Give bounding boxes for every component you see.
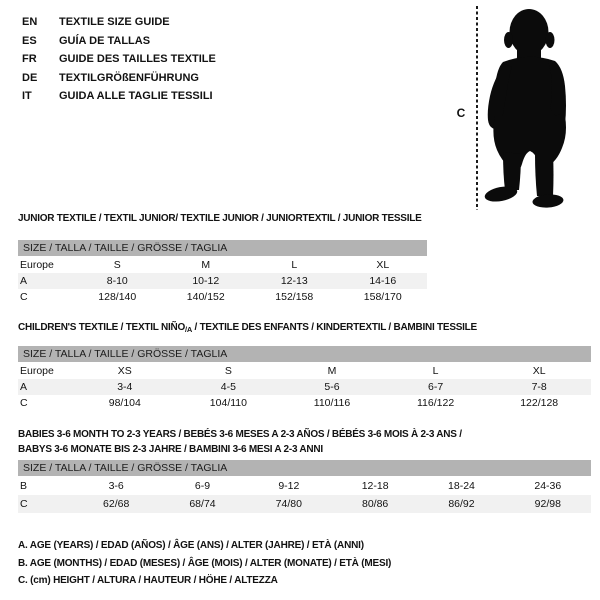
title-line-1: BABIES 3-6 MONTH TO 2-3 YEARS / BEBÉS 3-6 MESES A 2-3 AÑOS / BÉBÉS 3-6 MOIS À 2-3 ANS / [18,429,462,440]
value-cell: 9-12 [278,480,300,492]
value-cell: 4-5 [220,381,236,393]
footnote-legend [18,537,391,590]
row-label: Europe [20,365,54,377]
table-row [18,273,427,289]
size-cell: XL [532,365,546,377]
size-header-band: SIZE / TALLA / TAILLE / GRÖSSE / TAGLIA [18,460,591,476]
title-text: CHILDREN'S TEXTILE / TEXTIL NIÑO [18,322,185,333]
footnote-b: B. AGE (MONTHS) / EDAD (MESES) / ÂGE (MOIS) / ALTER (MONATE) / ETÀ (MESI) [18,557,392,569]
value-cell: 140/152 [186,291,225,303]
size-cell: XL [376,259,390,271]
language-row-en [22,13,216,32]
height-measure-dashed-line [476,6,478,210]
size-cell: S [224,365,232,377]
table-row [18,495,591,513]
value-cell: 68/74 [189,498,216,510]
toddler-silhouette-icon [479,4,581,214]
language-row-de [22,69,216,88]
language-code: ES [22,34,37,47]
babies-section-title [18,427,462,457]
language-code: FR [22,53,37,65]
language-code: IT [22,90,32,102]
children-section-title [18,322,477,334]
value-cell: 6-7 [427,381,444,393]
value-cell: 12-13 [280,275,308,287]
size-cell: L [432,365,439,377]
table-row [18,379,591,395]
table-row [18,477,591,495]
title-subscript: /A [184,325,192,334]
value-cell: 80/86 [362,498,389,510]
value-cell: 3-4 [117,381,133,393]
language-code: EN [22,16,38,28]
language-title: GUIDA ALLE TAGLIE TESSILI [59,90,213,102]
language-row-es [22,32,216,51]
language-code: DE [22,71,38,84]
value-cell: 74/80 [275,498,302,510]
value-cell: 14-16 [369,275,397,287]
size-cell: XS [117,365,132,377]
value-cell: 62/68 [103,498,130,510]
language-row-it [22,87,216,106]
footnote-a: A. AGE (YEARS) / EDAD (AÑOS) / ÂGE (ANS) / ALTER (JAHRE) / ETÀ (ANNI) [18,540,364,551]
size-header-band: SIZE / TALLA / TAILLE / GRÖSSE / TAGLIA [18,346,591,362]
footnote-c: C. (cm) HEIGHT / ALTURA / HAUTEUR / HÖHE / ALTEZZA [18,575,278,586]
row-label: Europe [20,259,54,271]
value-cell: 98/104 [108,397,141,409]
value-cell: 158/170 [363,291,402,303]
row-label: C [20,498,28,510]
babies-size-table [18,460,591,513]
size-cell: M [327,365,337,377]
value-cell: 128/140 [98,291,137,303]
title-text: / TEXTILE DES ENFANTS / KINDERTEXTIL / BAMBINI TESSILE [191,322,477,333]
row-label: B [20,480,28,492]
value-cell: 104/110 [209,397,247,409]
junior-size-table [18,240,427,305]
value-cell: 24-36 [534,480,562,492]
value-cell: 10-12 [192,275,220,287]
row-label: A [20,381,28,393]
value-cell: 8-10 [106,275,128,287]
row-label: C [20,291,28,303]
size-header-band: SIZE / TALLA / TAILLE / GRÖSSE / TAGLIA [18,240,427,256]
value-cell: 110/116 [313,397,351,409]
language-title: GUÍA DE TALLAS [59,34,151,47]
table-row [18,363,591,379]
value-cell: 12-18 [361,480,389,492]
language-title-list [22,13,216,106]
value-cell: 116/122 [416,397,455,409]
table-row [18,289,427,305]
row-label: A [20,275,28,287]
title-line-2: BABYS 3-6 MONATE BIS 2-3 JAHRE / BAMBINI 3-6 MESI A 2-3 ANNI [18,444,323,455]
language-title: TEXTILE SIZE GUIDE [59,16,170,28]
value-cell: 92/98 [534,498,561,510]
language-row-fr [22,50,216,69]
size-cell: L [291,259,298,271]
value-cell: 6-9 [194,480,211,492]
children-size-table [18,346,591,411]
value-cell: 7-8 [531,381,547,393]
value-cell: 152/158 [275,291,314,303]
value-cell: 86/92 [448,498,475,510]
row-label: C [20,397,28,409]
language-title: GUIDE DES TAILLES TEXTILE [59,53,216,65]
value-cell: 5-6 [324,381,340,393]
height-measure-label: C [456,106,466,120]
table-row [18,395,591,411]
size-cell: S [113,259,121,271]
value-cell: 3-6 [108,480,124,492]
table-row [18,257,427,273]
value-cell: 122/128 [520,397,559,409]
junior-section-title: JUNIOR TEXTILE / TEXTIL JUNIOR/ TEXTILE JUNIOR / JUNIORTEXTIL / JUNIOR TESSILE [18,213,422,224]
value-cell: 18-24 [448,480,475,492]
size-cell: M [201,259,211,271]
language-title: TEXTILGRÖßENFÜHRUNG [59,71,199,84]
